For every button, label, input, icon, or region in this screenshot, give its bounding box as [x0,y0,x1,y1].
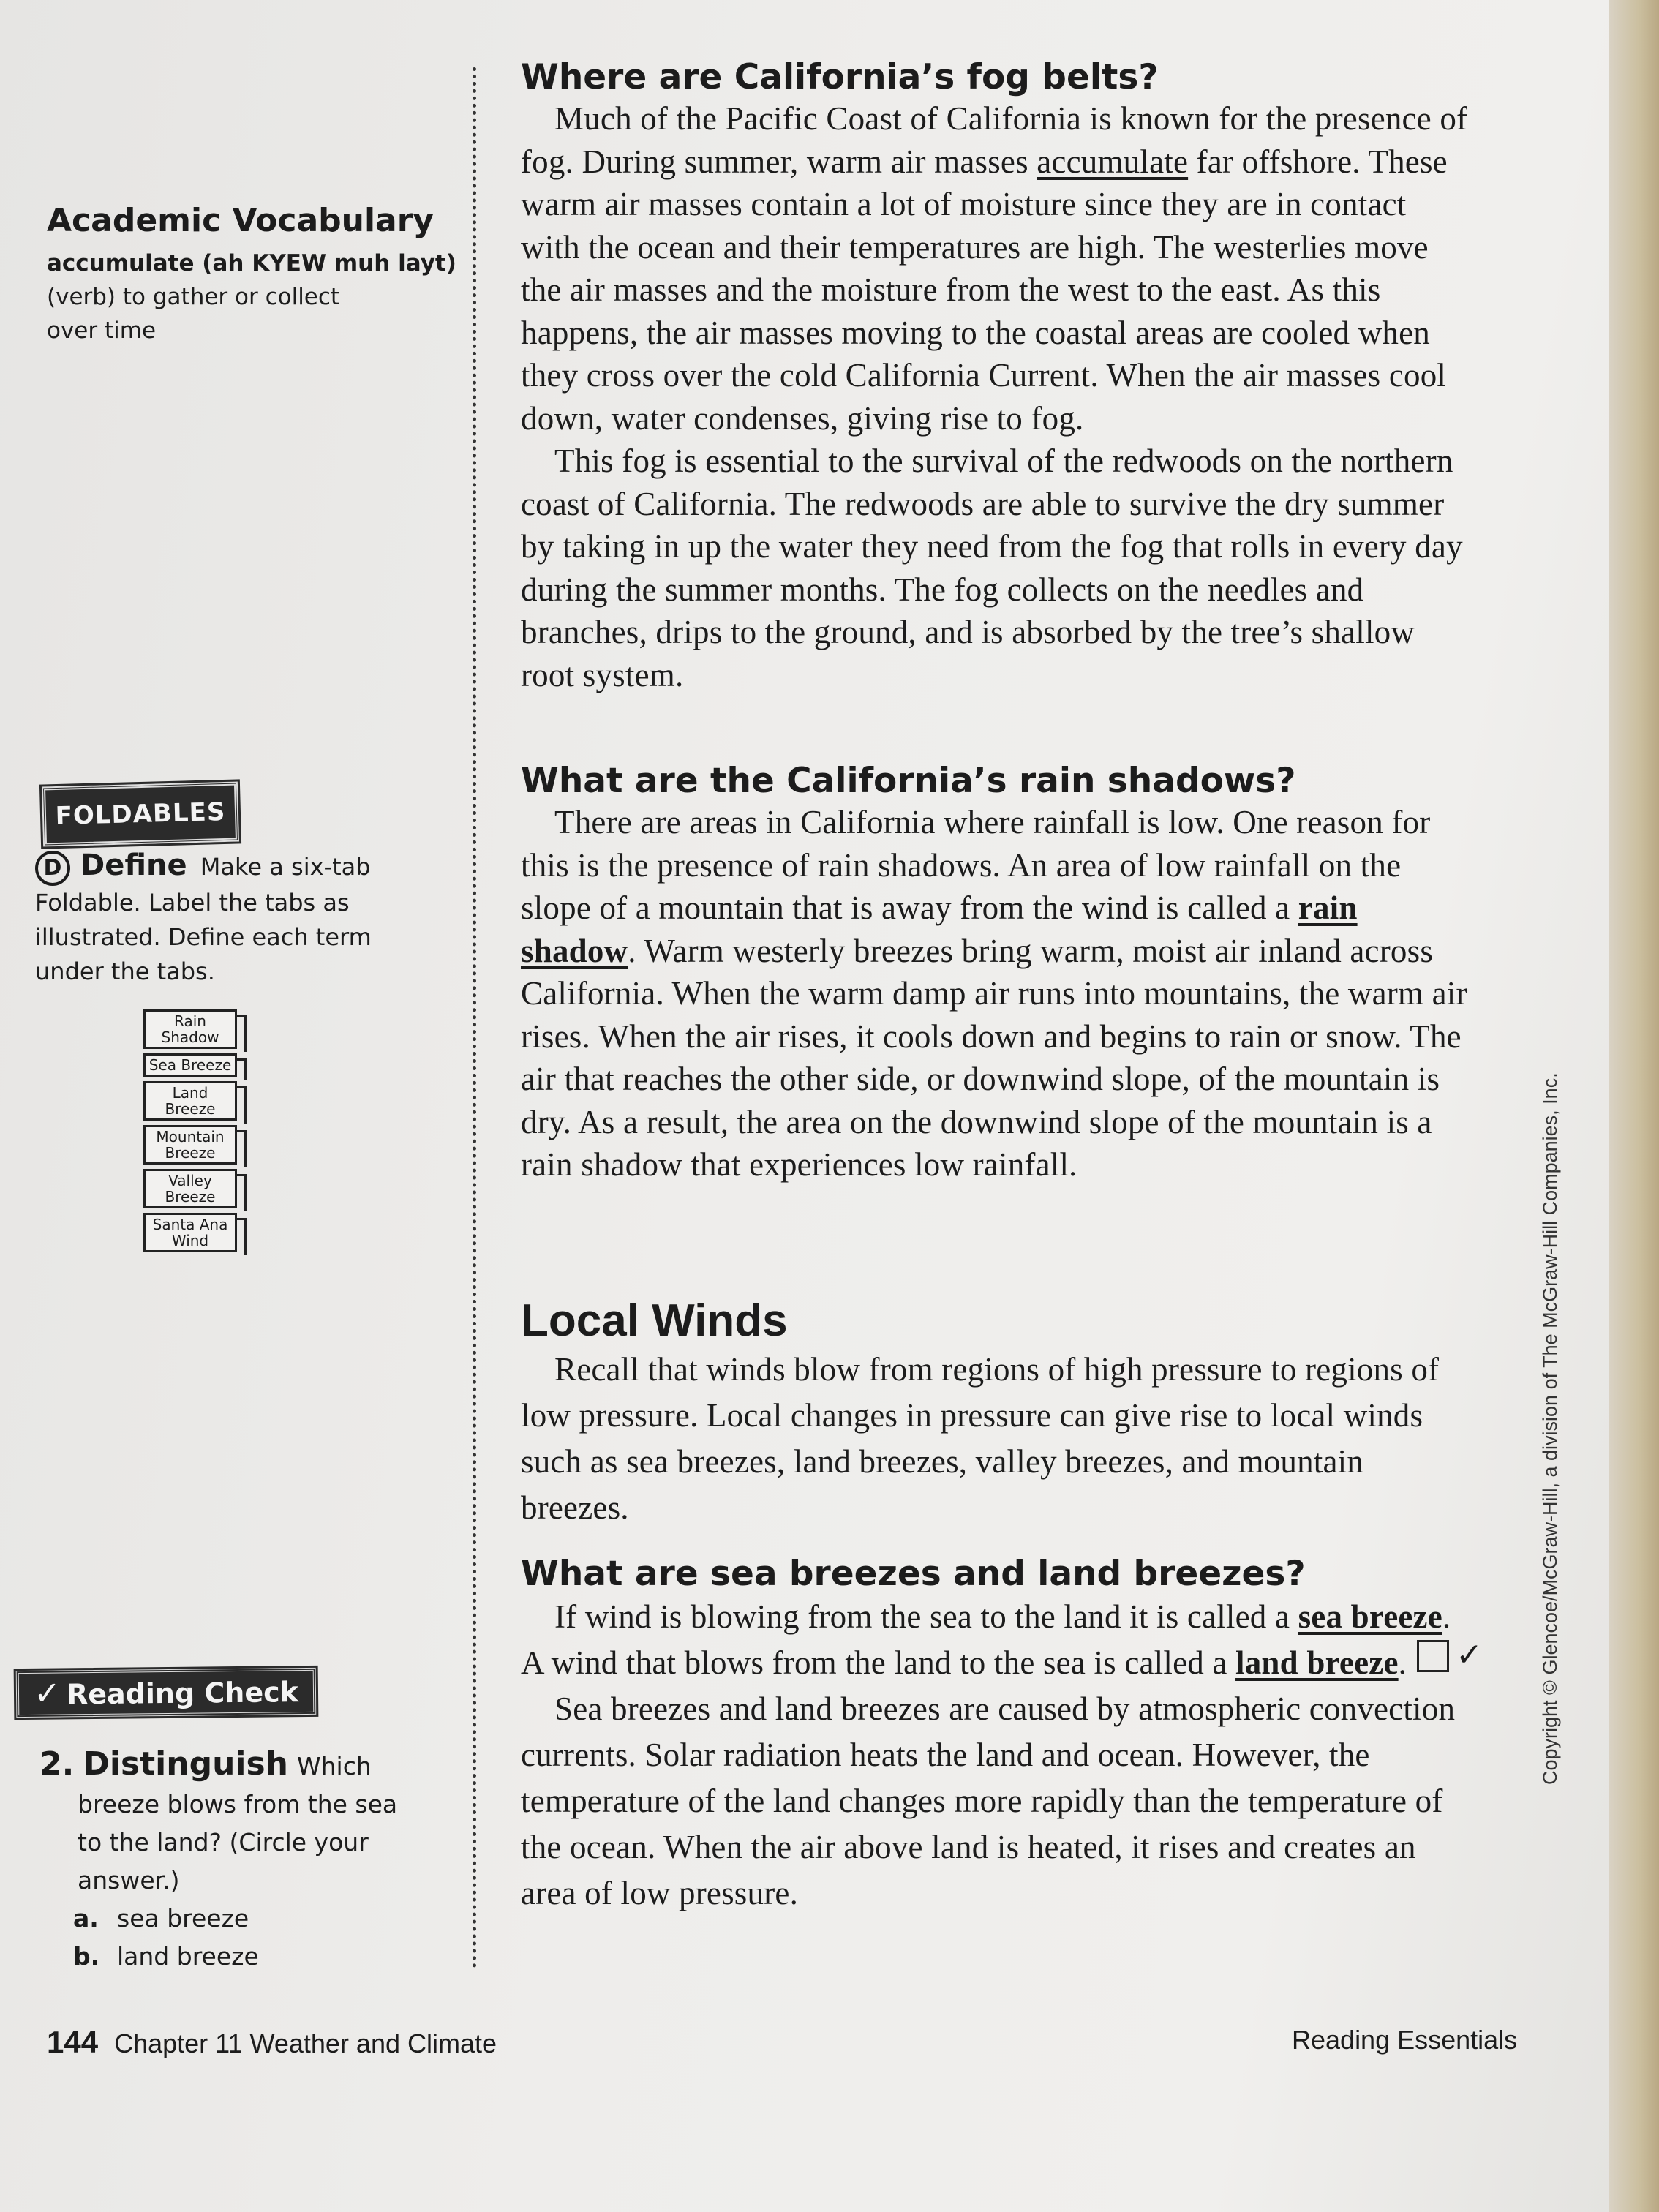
option-letter: a. [73,1904,99,1933]
reading-check-label: Reading Check [66,1676,299,1711]
rain-p1-text-a: There are areas in California where rainfall is low. One reason for this is the presence of rain shadows. An area of low rainfall on the slope of a mountain that is away from the wind is called a [521,804,1431,926]
academic-vocabulary [47,202,471,347]
fog-paragraph-1 [521,97,1472,440]
sea-p1-text-a: If wind is blowing from the sea to the land it is called a [554,1598,1298,1635]
define-instruction [35,849,445,989]
key-term-rain-shadow: rain shadow [521,889,1358,969]
foldable-tab: Santa Ana Wind [143,1213,237,1252]
foldable-tab: Sea Breeze [143,1053,237,1077]
question-number: 2. [40,1745,75,1783]
foldable-tab: Rain Shadow [143,1009,237,1049]
page-edge [1609,0,1659,2212]
rain-shadow-section [521,761,1472,1186]
vocab-term-accumulate: accumulate [1037,143,1189,180]
sea-land-breezes-heading: What are sea breezes and land breezes? [521,1554,1306,1594]
option-letter: b. [73,1942,100,1971]
define-word: Define [80,849,187,882]
local-winds-heading: Local Winds [521,1295,788,1346]
key-term-sea-breeze: sea breeze [1298,1598,1442,1635]
fog-p1-text-a: Much of the Pacific Coast of California is known for the presence of fog. During summer, warm air masses [521,100,1468,180]
vocab-title: Academic Vocabulary [47,202,434,239]
foldable-tab: Mountain Breeze [143,1125,237,1165]
question-verb: Distinguish [83,1745,288,1783]
sea-breeze-paragraph [521,1594,1472,1686]
footer-right: Reading Essentials [1292,2025,1518,2055]
fog-section [521,57,1472,696]
page-number: 144 [47,2025,99,2059]
rain-p1-text-b: . Warm westerly breezes bring warm, moist air inland across California. When the warm damp air runs into mountains, the warm air rises. When the air rises, it cools down and begins to rain or snow. The air that reaches the other side, or downwind slope, of the mountain is dry. As a result, the area on the downwind slope of the mountain is a rain shadow that experiences low rainfall. [521,932,1467,1183]
chapter-title: Chapter 11 Weather and Climate [114,2028,497,2058]
sea-land-breezes-section [521,1554,1472,1916]
option-text: land breeze [117,1942,259,1971]
reading-check-question [40,1745,449,1976]
answer-option-b[interactable] [40,1938,449,1976]
reading-check-badge [16,1668,317,1718]
question-text-start: Which [297,1752,372,1780]
fog-paragraph-2: This fog is essential to the survival of the redwoods on the northern coast of California. The redwoods are able to survive the dry summer by taking in up the water they need from the fog that rolls in every day during the summer months. The fog collects on the needles and branches, drips to the ground, and is absorbed by the tree’s shallow root system. [521,443,1463,693]
foldable-tab: Valley Breeze [143,1169,237,1208]
vocab-term: accumulate (ah KYEW muh layt) [47,250,456,276]
fog-heading: Where are California’s fog belts? [521,57,1159,97]
define-letter-icon: D [35,851,70,886]
question-text: breeze blows from the sea to the land? (Circle your answer.) [78,1790,398,1895]
reading-check-checkbox-icon [1417,1640,1449,1672]
six-tab-foldable [143,1009,246,1257]
foldables-badge: FOLDABLES [42,782,239,847]
define-text: Make a six-tab Foldable. Label the tabs as illustrated. Define each term under the tabs. [35,853,372,985]
fog-p1-text-b: far offshore. These warm air masses contain a lot of moisture since they are in contact with the ocean and their temperatures are high. The westerlies move the air masses and the moisture from the west to the east. As this happens, the air masses moving to the coastal areas are cooled when they cross over the cold California Current. When the air masses cool down, water condenses, giving rise to fog. [521,143,1448,437]
copyright-notice: Copyright © Glencoe/McGraw-Hill, a division of The McGraw-Hill Companies, Inc. [1539,1072,1561,1785]
answer-option-a[interactable] [40,1900,449,1938]
vocab-definition: (verb) to gather or collect over time [47,284,340,344]
rain-shadow-paragraph [521,801,1472,1186]
column-divider [473,67,476,1969]
sea-p1-text-b: . A wind that blows from the land to the sea is called a [521,1598,1451,1681]
option-text: sea breeze [117,1904,249,1933]
key-term-land-breeze: land breeze [1235,1644,1399,1681]
checkmark-icon: ✓ [33,1674,61,1712]
convection-paragraph: Sea breezes and land breezes are caused by atmospheric convection currents. Solar radiation heats the land and ocean. However, the temperature of the land changes more rapidly than the temperature of the ocean. When the air above land is heated, it rises and creates an area of low pressure. [521,1690,1456,1911]
local-winds-section [521,1295,1472,1531]
foldable-tab: Land Breeze [143,1081,237,1121]
footer-left [47,2025,497,2060]
local-winds-paragraph: Recall that winds blow from regions of high pressure to regions of low pressure. Local changes in pressure can give rise to local winds such as sea breezes, land breezes, valley breezes, and mountain breezes. [521,1351,1440,1526]
rain-shadow-heading: What are the California’s rain shadows? [521,761,1296,801]
sea-p1-text-c: . [1398,1644,1407,1681]
